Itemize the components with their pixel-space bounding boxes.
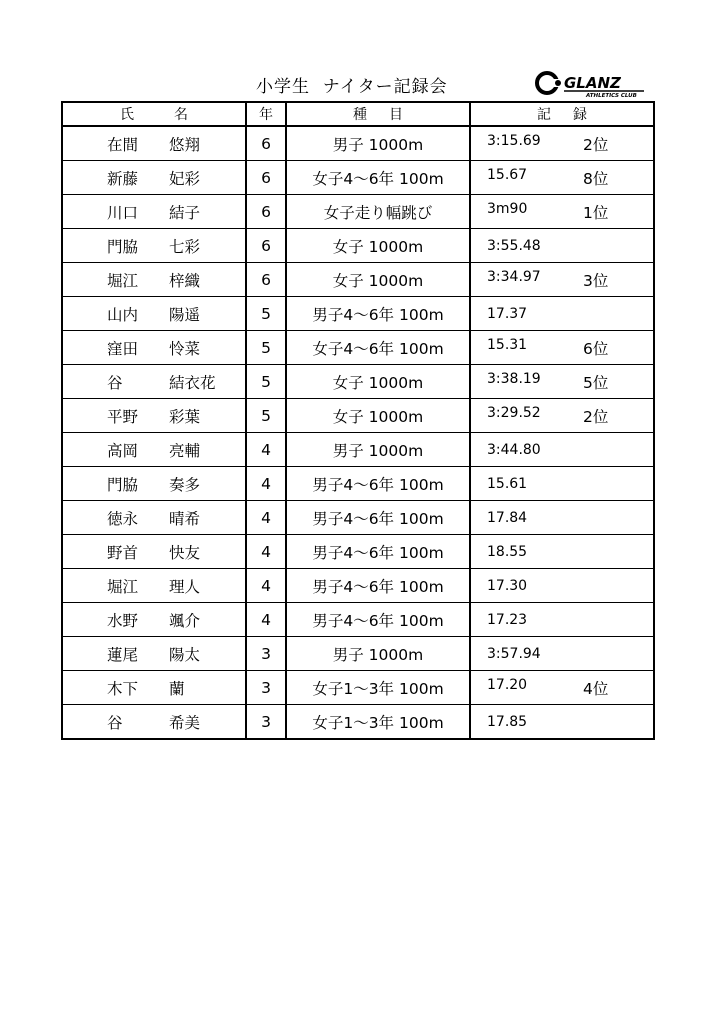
record-cell <box>470 229 654 263</box>
athlete-surname: 蓮尾 <box>107 645 139 664</box>
record-cell <box>470 433 654 467</box>
athlete-given-name: 希美 <box>169 713 201 732</box>
record-cell <box>470 297 654 331</box>
table-row <box>62 467 654 501</box>
placement: 8位 <box>583 169 609 188</box>
event-cell: 男子 1000m <box>286 126 470 161</box>
column-header-name: 氏名 <box>62 102 246 126</box>
athlete-name-cell <box>62 467 246 501</box>
record-value: 3:38.19 <box>487 370 541 387</box>
table-row <box>62 433 654 467</box>
athlete-surname: 谷 <box>107 373 123 392</box>
grade-cell: 4 <box>246 569 286 603</box>
record-cell <box>470 161 654 195</box>
record-value: 3:55.48 <box>487 237 541 254</box>
event-cell: 男子4～6年 100m <box>286 603 470 637</box>
table-row <box>62 126 654 161</box>
athlete-given-name: 彩葉 <box>169 407 201 426</box>
athlete-surname: 門脇 <box>107 475 139 494</box>
grade-cell: 6 <box>246 263 286 297</box>
athlete-surname: 野首 <box>107 543 139 562</box>
athlete-given-name: 陽遥 <box>169 305 201 324</box>
table-row <box>62 161 654 195</box>
athlete-name-cell <box>62 263 246 297</box>
athlete-surname: 高岡 <box>107 441 139 460</box>
event-cell: 女子 1000m <box>286 365 470 399</box>
event-cell: 男子4～6年 100m <box>286 467 470 501</box>
grade-cell: 4 <box>246 603 286 637</box>
grade-cell: 4 <box>246 467 286 501</box>
record-cell <box>470 569 654 603</box>
athlete-surname: 在間 <box>107 135 139 154</box>
table-row <box>62 263 654 297</box>
record-cell <box>470 365 654 399</box>
record-cell <box>470 126 654 161</box>
athlete-surname: 窪田 <box>107 339 139 358</box>
record-value: 17.84 <box>487 509 528 526</box>
record-value: 3:29.52 <box>487 404 541 421</box>
athlete-name-cell <box>62 501 246 535</box>
placement: 5位 <box>583 373 609 392</box>
event-cell: 女子 1000m <box>286 229 470 263</box>
athlete-surname: 平野 <box>107 407 139 426</box>
athlete-given-name: 颯介 <box>169 611 201 630</box>
header-row <box>62 102 654 126</box>
record-cell <box>470 501 654 535</box>
event-cell: 男子4～6年 100m <box>286 535 470 569</box>
athlete-surname: 川口 <box>107 203 139 222</box>
event-cell: 男子4～6年 100m <box>286 569 470 603</box>
table-row <box>62 637 654 671</box>
record-cell <box>470 467 654 501</box>
table-row <box>62 535 654 569</box>
grade-cell: 3 <box>246 705 286 740</box>
grade-cell: 6 <box>246 229 286 263</box>
athlete-name-cell <box>62 331 246 365</box>
table-row <box>62 671 654 705</box>
athlete-surname: 門脇 <box>107 237 139 256</box>
table-row <box>62 365 654 399</box>
grade-cell: 5 <box>246 399 286 433</box>
record-value: 15.31 <box>487 336 528 353</box>
athlete-name-cell <box>62 671 246 705</box>
athlete-given-name: 理人 <box>169 577 201 596</box>
athlete-name-cell <box>62 161 246 195</box>
record-cell <box>470 263 654 297</box>
page-title: 小学生 ナイター記録会 <box>256 77 448 97</box>
table-row <box>62 229 654 263</box>
grade-cell: 3 <box>246 671 286 705</box>
column-header-grade: 年 <box>246 102 286 126</box>
record-value: 3:15.69 <box>487 132 541 149</box>
grade-cell: 5 <box>246 297 286 331</box>
athlete-name-cell <box>62 365 246 399</box>
athlete-surname: 新藤 <box>107 169 139 188</box>
athlete-given-name: 蘭 <box>169 679 185 698</box>
athlete-given-name: 七彩 <box>169 237 201 256</box>
record-value: 3:44.80 <box>487 441 541 458</box>
record-value: 17.37 <box>487 305 528 322</box>
grade-cell: 4 <box>246 501 286 535</box>
record-cell <box>470 195 654 229</box>
athlete-given-name: 晴希 <box>169 509 201 528</box>
grade-cell: 6 <box>246 161 286 195</box>
grade-cell: 4 <box>246 433 286 467</box>
event-cell: 女子 1000m <box>286 399 470 433</box>
table-row <box>62 195 654 229</box>
record-value: 3:34.97 <box>487 268 541 285</box>
athlete-name-cell <box>62 297 246 331</box>
event-cell: 女子 1000m <box>286 263 470 297</box>
athlete-name-cell <box>62 637 246 671</box>
grade-cell: 4 <box>246 535 286 569</box>
athlete-given-name: 奏多 <box>169 475 201 494</box>
record-cell <box>470 705 654 740</box>
athlete-given-name: 亮輔 <box>169 441 201 460</box>
record-value: 18.55 <box>487 543 528 560</box>
event-cell: 男子 1000m <box>286 637 470 671</box>
placement: 2位 <box>583 407 609 426</box>
athlete-surname: 谷 <box>107 713 123 732</box>
table-row <box>62 331 654 365</box>
athlete-given-name: 結衣花 <box>169 373 216 392</box>
record-value: 17.23 <box>487 611 528 628</box>
event-cell: 女子4～6年 100m <box>286 161 470 195</box>
record-value: 15.61 <box>487 475 528 492</box>
placement: 2位 <box>583 135 609 154</box>
record-cell <box>470 535 654 569</box>
table-row <box>62 501 654 535</box>
athlete-name-cell <box>62 229 246 263</box>
record-value: 17.85 <box>487 713 528 730</box>
record-cell <box>470 637 654 671</box>
record-value: 15.67 <box>487 166 528 183</box>
athlete-given-name: 陽太 <box>169 645 201 664</box>
logo-wordmark: GLANZ <box>564 74 621 92</box>
table-row <box>62 569 654 603</box>
event-cell: 女子4～6年 100m <box>286 331 470 365</box>
athlete-surname: 堀江 <box>107 577 139 596</box>
athlete-name-cell <box>62 399 246 433</box>
record-value: 3:57.94 <box>487 645 541 662</box>
record-value: 17.30 <box>487 577 528 594</box>
table-row <box>62 705 654 740</box>
athlete-surname: 徳永 <box>107 509 139 528</box>
athlete-given-name: 悠翔 <box>169 135 201 154</box>
athlete-surname: 山内 <box>107 305 139 324</box>
grade-cell: 5 <box>246 331 286 365</box>
athlete-name-cell <box>62 569 246 603</box>
athlete-given-name: 快友 <box>169 543 201 562</box>
logo-subtitle: ATHLETICS CLUB <box>586 93 637 99</box>
athlete-name-cell <box>62 705 246 740</box>
record-cell <box>470 671 654 705</box>
event-cell: 男子4～6年 100m <box>286 501 470 535</box>
placement: 4位 <box>583 679 609 698</box>
grade-cell: 3 <box>246 637 286 671</box>
athlete-given-name: 怜菜 <box>169 339 201 358</box>
column-header-event: 種目 <box>286 102 470 126</box>
placement: 1位 <box>583 203 609 222</box>
event-cell: 女子1～3年 100m <box>286 705 470 740</box>
athlete-given-name: 結子 <box>169 203 201 222</box>
grade-cell: 6 <box>246 126 286 161</box>
event-cell: 女子1～3年 100m <box>286 671 470 705</box>
grade-cell: 5 <box>246 365 286 399</box>
athlete-surname: 堀江 <box>107 271 139 290</box>
athlete-surname: 水野 <box>107 611 139 630</box>
glanz-logo <box>534 69 646 99</box>
event-cell: 女子走り幅跳び <box>286 195 470 229</box>
records-table <box>61 101 655 740</box>
event-cell: 男子4～6年 100m <box>286 297 470 331</box>
column-header-record: 記録 <box>470 102 654 126</box>
record-cell <box>470 399 654 433</box>
table-row <box>62 297 654 331</box>
record-cell <box>470 603 654 637</box>
placement: 6位 <box>583 339 609 358</box>
event-cell: 男子 1000m <box>286 433 470 467</box>
athlete-name-cell <box>62 603 246 637</box>
athlete-name-cell <box>62 535 246 569</box>
record-value: 3m90 <box>487 200 528 217</box>
grade-cell: 6 <box>246 195 286 229</box>
record-cell <box>470 331 654 365</box>
table-row <box>62 399 654 433</box>
athlete-given-name: 妃彩 <box>169 169 201 188</box>
placement: 3位 <box>583 271 609 290</box>
athlete-name-cell <box>62 126 246 161</box>
table-row <box>62 603 654 637</box>
athlete-given-name: 梓織 <box>169 271 201 290</box>
athlete-name-cell <box>62 195 246 229</box>
record-value: 17.20 <box>487 676 528 693</box>
athlete-name-cell <box>62 433 246 467</box>
athlete-surname: 木下 <box>107 679 139 698</box>
